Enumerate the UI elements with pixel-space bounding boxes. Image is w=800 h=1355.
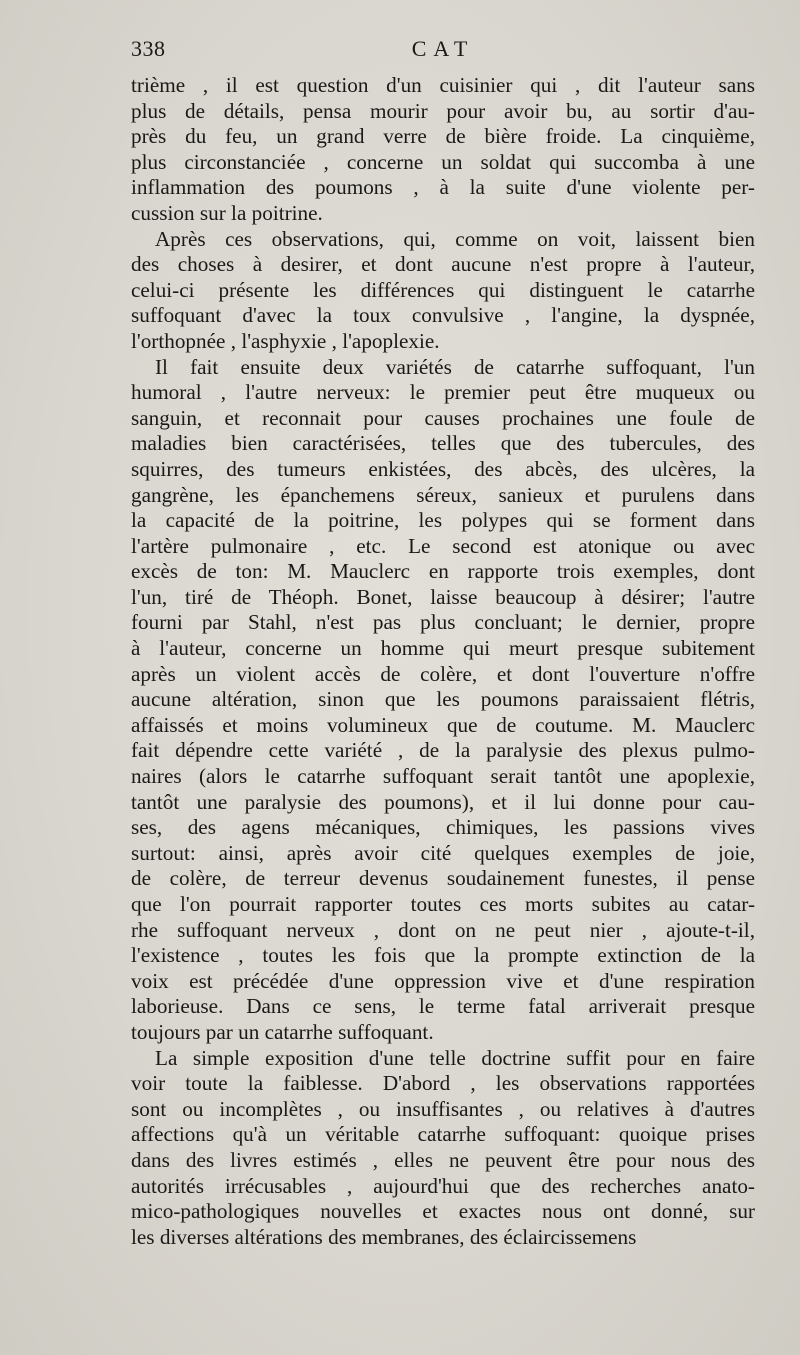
page-number: 338 (131, 36, 166, 61)
text-line: tantôt une paralysie des poumons), et il lui donne pour cau- (131, 789, 755, 814)
text-line: laborieuse. Dans ce sens, le terme fatal arriverait presque (131, 994, 755, 1019)
text-line: fourni par Stahl, n'est pas plus concluant; le dernier, propre (131, 610, 755, 635)
text-line: voix est précédée d'une oppression vive et d'une respiration (131, 968, 755, 993)
text-line: affections qu'à un véritable catarrhe suffoquant: quoique prises (131, 1122, 755, 1147)
text-line: plus circonstanciée , concerne un soldat qui succomba à une (131, 149, 755, 174)
text-line: ses, des agens mécaniques, chimiques, les passions vives (131, 815, 755, 840)
text-line: l'orthopnée , l'asphyxie , l'apoplexie. (131, 328, 440, 353)
text-line: fait dépendre cette variété , de la paralysie des plexus pulmo- (131, 738, 755, 763)
text-line: plus de détails, pensa mourir pour avoir bu, au sortir d'au- (131, 98, 755, 123)
text-line: rhe suffoquant nerveux , dont on ne peut nier , ajoute-t-il, (131, 917, 755, 942)
text-line: toujours par un catarrhe suffoquant. (131, 1019, 434, 1044)
text-line: surtout: ainsi, après avoir cité quelques exemples de joie, (131, 840, 755, 865)
text-line: La simple exposition d'une telle doctrine suffit pour en faire (155, 1045, 755, 1070)
text-line: trième , il est question d'un cuisinier qui , dit l'auteur sans (131, 73, 755, 97)
text-line: l'artère pulmonaire , etc. Le second est atonique ou avec (131, 533, 755, 558)
text-line: autorités irrécusables , aujourd'hui que des recherches anato- (131, 1173, 755, 1198)
text-line: squirres, des tumeurs enkistées, des abcès, des ulcères, la (131, 456, 755, 481)
text-line: excès de ton: M. Mauclerc en rapporte trois exemples, dont (131, 559, 755, 584)
text-line: l'existence , toutes les fois que la prompte extinction de la (131, 943, 755, 968)
text-line: Après ces observations, qui, comme on voit, laissent bien (155, 226, 755, 251)
text-line: sanguin, et reconnait pour causes prochaines une foule de (131, 405, 755, 430)
text-line: que l'on pourrait rapporter toutes ces morts subites au catar- (131, 892, 755, 916)
text-line: l'un, tiré de Théoph. Bonet, laisse beaucoup à désirer; l'autre (131, 584, 755, 609)
text-line: de colère, de terreur devenus soudainement funestes, il pense (131, 866, 755, 891)
text-line: Il fait ensuite deux variétés de catarrhe suffoquant, l'un (155, 354, 755, 379)
text-line: les diverses altérations des membranes, des éclaircissemens (131, 1224, 637, 1249)
text-line: maladies bien caractérisées, telles que des tubercules, des (131, 431, 755, 456)
text-line: voir toute la faiblesse. D'abord , les observations rapportées (131, 1071, 755, 1096)
paragraph (131, 73, 755, 227)
text-line: près du feu, un grand verre de bière froide. La cinquième, (131, 124, 755, 149)
text-line: dans des livres estimés , elles ne peuvent être pour nous des (131, 1147, 755, 1172)
text-line: celui-ci présente les différences qui distinguent le catarrhe (131, 277, 755, 302)
text-line: inflammation des poumons , à la suite d'une violente per- (131, 175, 755, 200)
text-line: humoral , l'autre nerveux: le premier peut être muqueux ou (131, 380, 755, 405)
text-line: naires (alors le catarrhe suffoquant serait tantôt une apoplexie, (131, 764, 755, 789)
text-line: aucune altération, sinon que les poumons paraissaient flétris, (131, 687, 755, 712)
text-line: la capacité de la poitrine, les polypes qui se forment dans (131, 508, 755, 533)
text-line: cussion sur la poitrine. (131, 200, 323, 225)
body-text (131, 73, 755, 1250)
text-line: sont ou incomplètes , ou insuffisantes , ou relatives à d'autres (131, 1096, 755, 1121)
page-header (131, 36, 755, 66)
text-line: des choses à desirer, et dont aucune n'est propre à l'auteur, (131, 252, 755, 277)
text-line: affaissés et moins volumineux que de coutume. M. Mauclerc (131, 712, 755, 737)
paragraph (131, 1046, 755, 1251)
text-line: suffoquant d'avec la toux convulsive , l'angine, la dyspnée, (131, 303, 755, 328)
paragraph (131, 227, 755, 355)
text-line: gangrène, les épanchemens séreux, sanieux et purulens dans (131, 482, 755, 507)
running-head: CAT (411, 36, 475, 61)
text-line: à l'auteur, concerne un homme qui meurt presque subitement (131, 636, 755, 661)
paragraph (131, 355, 755, 1046)
text-line: après un violent accès de colère, et dont l'ouverture n'offre (131, 661, 755, 686)
text-line: mico-pathologiques nouvelles et exactes nous ont donné, sur (131, 1199, 755, 1224)
